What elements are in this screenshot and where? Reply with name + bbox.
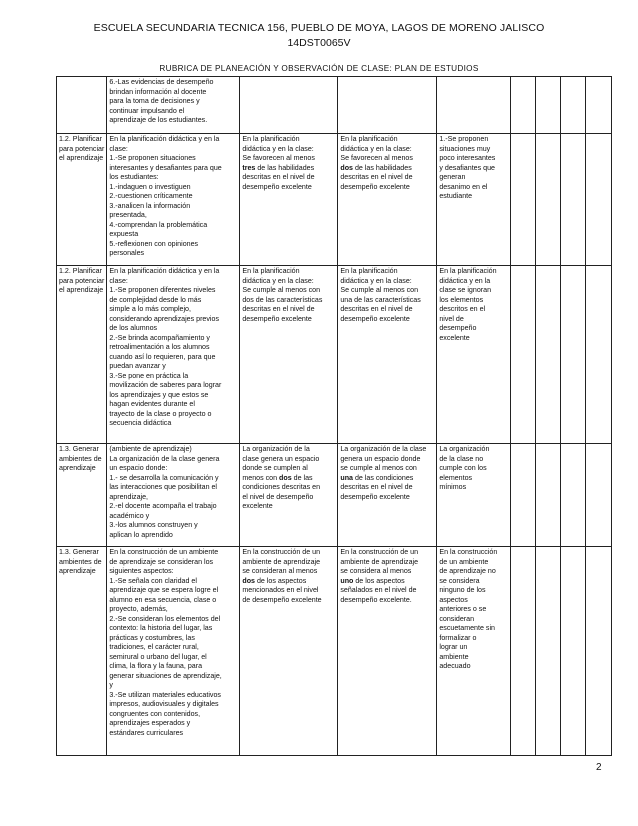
satisfactory-level-cell [338, 547, 437, 756]
cell-text-line: presentada, [109, 211, 147, 219]
cell-text-line: de un ambiente [439, 557, 489, 566]
cell-text-line: aprendizaje, [109, 492, 149, 501]
cell-text-line: cuando así lo requieren, para que [109, 352, 216, 361]
excellent-level-cell [240, 134, 338, 266]
cell-text-line: descritas en el nivel de [340, 173, 413, 181]
cell-text-line: estudiante [439, 192, 473, 200]
cell-text-line: descritas en el nivel de [242, 305, 315, 313]
evaluation-cell-2 [536, 77, 561, 134]
excellent-level-cell [240, 547, 338, 756]
satisfactory-level-cell [338, 134, 437, 266]
cell-text-line: personales [109, 249, 145, 257]
cell-text-line: para potenciar [59, 276, 105, 285]
cell-text-line: contexto: la historia del lugar, las [109, 624, 213, 632]
cell-text-line: didáctica y en la clase: [340, 144, 412, 153]
rubric-row [57, 134, 612, 266]
cell-text-line: cumple con los [439, 464, 487, 472]
cell-text-line: 1.-indaguen o investiguen [109, 182, 191, 191]
school-name: ESCUELA SECUNDARIA TECNICA 156, PUEBLO DE MOYA, LAGOS DE MORENO JALISCO [93, 22, 545, 34]
cell-text-line: de desempeño excelente [242, 595, 322, 604]
cell-text-line: desempeño excelente [340, 182, 410, 191]
cell-text-line: desempeño excelente [340, 492, 410, 501]
evaluation-cell-1 [511, 77, 536, 134]
evaluation-cell-4 [586, 547, 612, 756]
cell-text-line: clase: [109, 144, 128, 153]
cell-text-line: 1.-Se proponen situaciones [109, 154, 196, 162]
evaluation-cell-4 [586, 77, 612, 134]
cell-text-line: La organización de la [242, 445, 310, 453]
evaluation-cell-3 [561, 444, 586, 547]
cell-text-line: señalados en el nivel de [340, 586, 417, 594]
cell-text-line: Se cumple al menos con [242, 286, 321, 294]
insufficient-level-cell [437, 444, 511, 547]
description-cell [107, 444, 240, 547]
evaluation-cell-3 [561, 134, 586, 266]
cell-text-line: escuetamente sin [439, 624, 495, 632]
cell-text-line: ambientes de [59, 557, 102, 566]
cell-text-line: se consideran al menos [242, 567, 318, 575]
cell-text-line: mencionados en el nivel [242, 586, 319, 594]
criterion-cell [57, 444, 107, 547]
cell-text-line: anteriores o se [439, 605, 487, 613]
cell-text-line: Se favorecen al menos [340, 154, 413, 162]
rubric-row [57, 444, 612, 547]
cell-text-line: La organización de la clase [340, 445, 427, 453]
evaluation-cell-3 [561, 77, 586, 134]
evaluation-cell-1 [511, 134, 536, 266]
cell-text-line: los estudiantes: [109, 173, 159, 181]
cell-text-line: clase genera un espacio [242, 454, 320, 463]
cell-text-line: aprendizaje [59, 567, 96, 575]
cell-text-line: uno de los aspectos [340, 576, 405, 585]
cell-text-line: formalizar o [439, 633, 477, 642]
cell-text-line: descritas en el nivel de [242, 173, 315, 181]
cell-text-line: menos con dos de las [242, 473, 313, 482]
cell-text-line: 6.-Las evidencias de desempeño [109, 78, 214, 86]
cell-text-line: estándares curriculares [109, 728, 184, 737]
evaluation-cell-4 [586, 444, 612, 547]
cell-text-line: ambiente de aprendizaje [340, 557, 419, 566]
cell-text-line: lograr un [439, 643, 468, 651]
cell-text-line: los aprendizajes y que estos se [109, 390, 209, 399]
cell-text-line: aprendizaje [59, 464, 96, 472]
cell-text-line: 2.-cuestionen críticamente [109, 192, 193, 200]
cell-text-line: para la toma de decisiones y [109, 97, 200, 105]
school-code: 14DST0065V [287, 37, 351, 49]
cell-text-line: desempeño excelente [242, 314, 312, 323]
cell-text-line: 2.-Se brinda acompañamiento y [109, 333, 210, 342]
cell-text-line: una de las características [340, 295, 421, 304]
insufficient-level-cell [437, 266, 511, 444]
cell-text-line: ninguno de los [439, 586, 486, 594]
cell-text-line: En la planificación didáctica y en la [109, 267, 220, 275]
cell-text-line: Se cumple al menos con [340, 286, 419, 294]
cell-text-line: 3.-Se pone en práctica la [109, 371, 189, 380]
cell-text-line: desempeño excelente [340, 314, 410, 323]
cell-text-line: En la planificación didáctica y en la [109, 135, 220, 143]
cell-text-line: desempeño excelente [242, 182, 312, 191]
cell-text-line: En la construcción de un ambiente [109, 548, 219, 556]
cell-text-line: 2.-el docente acompaña el trabajo [109, 502, 217, 510]
cell-text-line: de complejidad desde lo más [109, 295, 202, 304]
cell-text-line: La organización de la clase genera [109, 454, 220, 463]
cell-text-line: didáctica y en la clase: [242, 276, 314, 285]
description-cell [107, 547, 240, 756]
cell-text-line: siguientes aspectos: [109, 567, 174, 575]
cell-text-line: En la planificación [242, 135, 300, 143]
cell-text-line: generar situaciones de aprendizaje, [109, 671, 222, 680]
cell-text-line: aplican lo aprendido [109, 530, 173, 539]
rubric-row [57, 547, 612, 756]
cell-text-line: expuesta [109, 230, 139, 238]
cell-text-line: 1.3. Generar [59, 548, 99, 556]
cell-text-line: ambiente [439, 652, 469, 661]
satisfactory-level-cell [338, 266, 437, 444]
cell-text-line: prácticas y costumbres, las [109, 633, 195, 642]
excellent-level-cell [240, 266, 338, 444]
cell-text-line: 1.3. Generar [59, 445, 99, 453]
cell-text-line: descritas en el nivel de [340, 305, 413, 313]
cell-text-line: clima, la flora y la fauna, para [109, 662, 203, 670]
cell-text-line: En la planificación [340, 135, 398, 143]
cell-text-line: impresos, audiovisuales y digitales [109, 700, 219, 708]
cell-text-line: 1.2. Planificar [59, 267, 102, 275]
cell-text-line: clase: [109, 276, 128, 285]
cell-text-line: retroalimentación a los alumnos [109, 343, 210, 351]
cell-text-line: trayecto de la clase o proyecto o [109, 409, 212, 418]
cell-text-line: 1.-Se proponen diferentes niveles [109, 286, 216, 294]
rubric-row [57, 77, 612, 134]
cell-text-line: generan [439, 173, 466, 181]
cell-text-line: ambientes de [59, 454, 102, 463]
cell-text-line: continuar impulsando el [109, 106, 185, 115]
cell-text-line: 4.-comprendan la problemática [109, 220, 208, 229]
cell-text-line: Se favorecen al menos [242, 154, 315, 162]
cell-text-line: considerando aprendizajes previos [109, 314, 219, 323]
excellent-level-cell [240, 444, 338, 547]
cell-text-line: aspectos [439, 595, 468, 604]
cell-text-line: mínimos [439, 483, 467, 491]
evaluation-cell-2 [536, 134, 561, 266]
excellent-level-cell [240, 77, 338, 134]
cell-text-line: de aprendizaje no [439, 567, 496, 575]
cell-text-line: aprendizaje de los estudiantes. [109, 116, 208, 124]
cell-text-line: de los alumnos [109, 324, 158, 332]
cell-text-line: dos de los aspectos [242, 576, 307, 585]
cell-text-line: los elementos [439, 295, 484, 304]
cell-text-line: 1.-Se proponen [439, 135, 489, 143]
insufficient-level-cell [437, 77, 511, 134]
cell-text-line: La organización [439, 445, 490, 453]
cell-text-line: clase se ignoran [439, 286, 492, 294]
satisfactory-level-cell [338, 77, 437, 134]
cell-text-line: didáctica y en la [439, 276, 491, 285]
page-number: 2 [596, 762, 602, 773]
cell-text-line: 2.-Se consideran los elementos del [109, 614, 221, 623]
cell-text-line: poco interesantes [439, 154, 496, 162]
cell-text-line: tradiciones, el carácter rural, [109, 643, 199, 651]
cell-text-line: 5.-reflexionen con opiniones [109, 239, 199, 248]
cell-text-line: 1.-Se señala con claridad el [109, 576, 197, 585]
evaluation-cell-4 [586, 266, 612, 444]
cell-text-line: descritos en el [439, 305, 486, 313]
satisfactory-level-cell [338, 444, 437, 547]
evaluation-cell-1 [511, 444, 536, 547]
cell-text-line: situaciones muy [439, 144, 491, 153]
cell-text-line: descritas en el nivel de [340, 483, 413, 491]
cell-text-line: desempeño [439, 324, 477, 332]
cell-text-line: una de las condiciones [340, 473, 414, 482]
cell-text-line: de aprendizaje se consideran los [109, 557, 214, 566]
evaluation-cell-2 [536, 444, 561, 547]
cell-text-line: En la planificación [439, 267, 497, 275]
cell-text-line: desanimo en el [439, 182, 488, 191]
cell-text-line: académico y [109, 511, 150, 520]
cell-text-line: el aprendizaje [59, 154, 104, 162]
insufficient-level-cell [437, 547, 511, 756]
cell-text-line: alumno en esa secuencia, clase o [109, 595, 217, 604]
cell-text-line: 3.-analicen la información [109, 201, 191, 210]
evaluation-cell-2 [536, 266, 561, 444]
evaluation-cell-3 [561, 266, 586, 444]
cell-text-line: aprendizaje que se espera logre el [109, 586, 219, 594]
cell-text-line: un espacio donde: [109, 464, 168, 472]
cell-text-line: dos de las características [242, 295, 323, 304]
cell-text-line: congruentes con contenidos, [109, 709, 201, 718]
cell-text-line: interesantes y desafiantes para que [109, 163, 222, 172]
evaluation-cell-3 [561, 547, 586, 756]
cell-text-line: En la planificación [340, 267, 398, 275]
cell-text-line: excelente [439, 333, 470, 342]
cell-text-line: se cumple al menos con [340, 464, 417, 472]
cell-text-line: 1.- se desarrolla la comunicación y [109, 473, 219, 482]
cell-text-line: consideran [439, 614, 475, 623]
cell-text-line: adecuado [439, 662, 471, 670]
evaluation-cell-2 [536, 547, 561, 756]
cell-text-line: el aprendizaje [59, 286, 104, 294]
cell-text-line: secuencia didáctica [109, 419, 172, 427]
cell-text-line: semirural o urbano del lugar, el [109, 652, 207, 661]
cell-text-line: y desafiantes que [439, 163, 495, 172]
cell-text-line: elementos [439, 473, 473, 482]
cell-text-line: En la construcción [439, 548, 498, 556]
description-cell [107, 266, 240, 444]
cell-text-line: donde se cumplen al [242, 464, 308, 472]
cell-text-line: desempeño excelente. [340, 595, 412, 604]
cell-text-line: En la planificación [242, 267, 300, 275]
cell-text-line: y [109, 681, 113, 689]
cell-text-line: 3.-Se utilizan materiales educativos [109, 690, 221, 699]
criterion-cell [57, 77, 107, 134]
cell-text-line: En la construcción de un [340, 548, 419, 556]
cell-text-line: excelente [242, 502, 273, 510]
evaluation-cell-4 [586, 134, 612, 266]
rubric-table [56, 76, 612, 756]
cell-text-line: el nivel de desempeño [242, 492, 314, 501]
insufficient-level-cell [437, 134, 511, 266]
cell-text-line: genera un espacio donde [340, 454, 421, 463]
cell-text-line: didáctica y en la clase: [242, 144, 314, 153]
criterion-cell [57, 266, 107, 444]
cell-text-line: hagan evidentes durante el [109, 400, 195, 408]
rubric-row [57, 266, 612, 444]
cell-text-line: se considera al menos [340, 567, 412, 575]
criterion-cell [57, 547, 107, 756]
cell-text-line: proyecto, además, [109, 605, 168, 613]
cell-text-line: brindan información al docente [109, 87, 207, 96]
cell-text-line: 3.-los alumnos construyen y [109, 521, 198, 529]
cell-text-line: didáctica y en la clase: [340, 276, 412, 285]
cell-text-line: (ambiente de aprendizaje) [109, 445, 192, 453]
cell-text-line: dos de las habilidades [340, 163, 412, 172]
cell-text-line: se considera [439, 576, 480, 585]
cell-text-line: tres de las habilidades [242, 163, 315, 172]
cell-text-line: simple a lo más complejo, [109, 305, 191, 313]
cell-text-line: para potenciar [59, 144, 105, 153]
cell-text-line: de la clase no [439, 454, 484, 463]
cell-text-line: puedan avanzar y [109, 362, 166, 370]
description-cell [107, 77, 240, 134]
cell-text-line: ambiente de aprendizaje [242, 557, 321, 566]
cell-text-line: nivel de [439, 314, 464, 323]
cell-text-line: condiciones descritas en [242, 483, 321, 491]
criterion-cell [57, 134, 107, 266]
cell-text-line: las interacciones que posibilitan el [109, 483, 218, 491]
evaluation-cell-1 [511, 266, 536, 444]
cell-text-line: En la construcción de un [242, 548, 321, 556]
cell-text-line: movilización de saberes para lograr [109, 381, 222, 389]
cell-text-line: aprendizajes esperados y [109, 719, 191, 727]
cell-text-line: 1.2. Planificar [59, 135, 102, 143]
rubric-title: RUBRICA DE PLANEACIÓN Y OBSERVACIÓN DE CLASE: PLAN DE ESTUDIOS [159, 64, 479, 73]
evaluation-cell-1 [511, 547, 536, 756]
description-cell [107, 134, 240, 266]
